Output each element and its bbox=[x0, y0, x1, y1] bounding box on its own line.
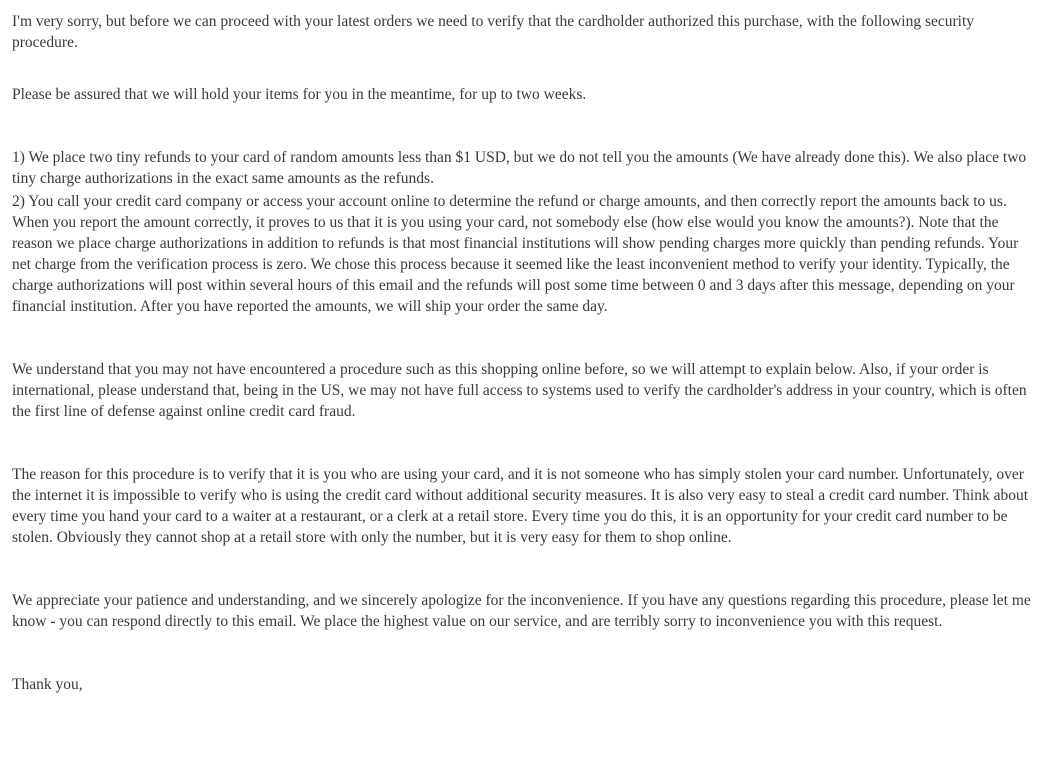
intro-paragraph: I'm very sorry, but before we can proceed with your latest orders we need to verify that the cardholder authorized this purchase, with the following security procedure. bbox=[12, 13, 975, 51]
step-1-paragraph: 1) We place two tiny refunds to your card of random amounts less than $1 USD, but we do not tell you the amounts (We have already done this). We also place two tiny charge authorizations in the exact same amounts as the refunds. bbox=[12, 149, 1027, 187]
spacer bbox=[12, 422, 1040, 464]
spacer bbox=[12, 317, 1040, 359]
spacer bbox=[12, 548, 1040, 590]
reason-paragraph: The reason for this procedure is to verify that it is you who are using your card, and it is not someone who has simply stolen your card number. Unfortunately, over the internet it is impossible to verify who is using the credit card without additional security measures. It is also very easy to steal a credit card number. Think about every time you hand your card to a waiter at a restaurant, or a clerk at a retail store. Every time you do this, it is an opportunity for your credit card number to be stolen. Obviously they cannot shop at a retail store with only the number, but it is very easy for them to shop online. bbox=[12, 466, 1029, 546]
spacer bbox=[12, 105, 1040, 147]
step-2-paragraph: 2) You call your credit card company or access your account online to determine the refund or charge amounts, and then correctly report the amounts back to us. When you report the amount correctly, it proves to us that it is you using your card, not somebody else (how else would you know the amounts?). Note that the reason we place charge authorizations in addition to refunds is that most financial institutions will show pending charges more quickly than pending refunds. Your net charge from the verification process is zero. We chose this process because it seemed like the least inconvenient method to verify your identity. Typically, the charge authorizations will post within several hours of this email and the refunds will post some time between 0 and 3 days after this message, depending on your financial institution. After you have reported the amounts, we will ship your order the same day. bbox=[12, 193, 1019, 315]
spacer bbox=[12, 53, 1040, 84]
hold-items-paragraph: Please be assured that we will hold your items for you in the meantime, for up to two weeks. bbox=[12, 86, 587, 103]
sign-off: Thank you, bbox=[12, 676, 83, 693]
apology-paragraph: We appreciate your patience and understanding, and we sincerely apologize for the inconvenience. If you have any questions regarding this procedure, please let me know - you can respond directly to this email. We place the highest value on our service, and are terribly sorry to inconvenience you with this request. bbox=[12, 592, 1031, 630]
spacer bbox=[12, 632, 1040, 674]
explanation-paragraph: We understand that you may not have encountered a procedure such as this shopping online before, so we will attempt to explain below. Also, if your order is international, please understand that, being in the US, we may not have full access to systems used to verify the cardholder's address in your country, which is often the first line of defense against online credit card fraud. bbox=[12, 361, 1027, 420]
